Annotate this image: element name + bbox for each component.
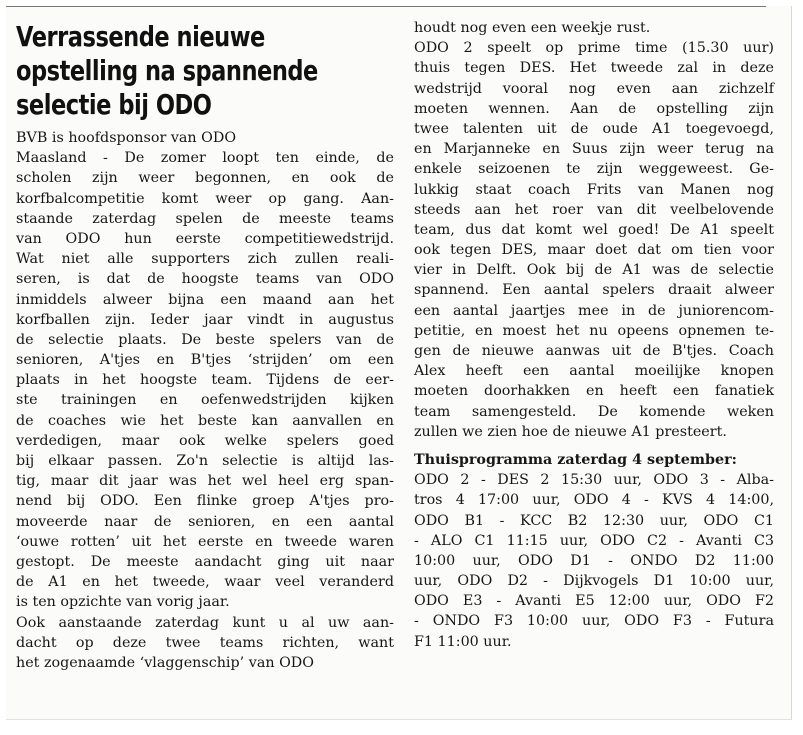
text-line: dacht op deze twee teams richten, want <box>16 634 394 651</box>
text-line: senioren, A'tjes en B'tjes ‘strijden’ om een <box>16 352 394 369</box>
top-rule <box>6 6 766 7</box>
text-line: gestopt. De meeste aandacht ging uit naar <box>16 553 394 570</box>
text-line: 10:00 uur, ODO D1 - ONDO D2 11:00 <box>414 552 774 569</box>
text-line: BVB is hoofdsponsor van ODO <box>16 130 237 146</box>
headline <box>16 20 394 130</box>
text-line: Ook aanstaande zaterdag kunt u al uw aan- <box>16 614 394 631</box>
text-line: ODO B1 - KCC B2 12:30 uur, ODO C1 <box>414 512 774 529</box>
text-line: spannend. Een aantal spelers draait alweer <box>414 282 774 299</box>
right-column-body <box>414 18 774 442</box>
text-line: seren, is dat de hoogste teams van ODO <box>16 271 394 288</box>
program-heading: Thuisprogramma zaterdag 4 september: <box>414 451 737 468</box>
text-line: korfballen zijn. Ieder jaar vindt in augustus <box>16 311 394 328</box>
text-line: ODO 2 - DES 2 15:30 uur, ODO 3 - Alba- <box>414 472 774 489</box>
text-line: de A1 en het tweede, waar veel veranderd <box>16 574 394 591</box>
headline-line: opstelling na spannende <box>16 55 318 87</box>
text-line: en Marjanneke en Suus zijn weer terug na <box>414 141 774 158</box>
text-line: tros 4 17:00 uur, ODO 4 - KVS 4 14:00, <box>414 492 774 509</box>
text-line: moeten wennen. Aan de opstelling zijn <box>414 100 774 117</box>
text-line: vier in Delft. Ook bij de A1 was de selectie <box>414 262 774 279</box>
right-column <box>414 20 774 652</box>
left-column <box>16 20 394 673</box>
text-line: twee talenten uit de oude A1 toegevoegd, <box>414 120 774 137</box>
text-line: nend bij ODO. Een flinke groep A'tjes pro- <box>16 493 394 510</box>
text-line: tig, maar dit jaar was het wel heel erg span- <box>16 473 394 490</box>
text-line: plaats in het hoogste team. Tijdens de eer- <box>16 372 394 389</box>
text-line: is ten opzichte van vorig jaar. <box>16 594 230 611</box>
text-line: team samengesteld. De komende weken <box>414 403 774 420</box>
text-line: steeds aan het roer van dit veelbelovende <box>414 201 774 218</box>
text-line: thuis tegen DES. Het tweede zal in deze <box>414 60 774 77</box>
headline-line: selectie bij ODO <box>16 89 212 121</box>
text-line: scholen zijn weer begonnen, en ook de <box>16 170 394 187</box>
text-line: ook tegen DES, maar doet dat om tien voor <box>414 242 774 259</box>
text-line: de coaches wie het beste kan aanvallen en <box>16 412 394 429</box>
text-line: team, dus dat komt wel goed! De A1 speelt <box>414 221 774 238</box>
headline-line: Verrassende nieuwe <box>16 21 265 53</box>
text-line: F1 11:00 uur. <box>414 633 512 650</box>
left-column-body <box>16 128 394 673</box>
text-line: staande zaterdag spelen de meeste teams <box>16 210 394 227</box>
text-line: ODO E3 - Avanti E5 12:00 uur, ODO F2 <box>414 593 774 610</box>
text-line: ODO 2 speelt op prime time (15.30 uur) <box>414 40 774 57</box>
text-line: moveerde naar de senioren, en een aantal <box>16 513 394 530</box>
text-line: uur, ODO D2 - Dijkvogels D1 10:00 uur, <box>414 573 774 590</box>
text-line: - ONDO F3 10:00 uur, ODO F3 - Futura <box>414 613 774 630</box>
text-line: moeten doorhakken en heeft een fanatiek <box>414 383 774 400</box>
text-line: petitie, en moest het nu opeens opnemen te- <box>414 322 774 339</box>
text-line: ste trainingen en oefenwedstrijden kijken <box>16 392 394 409</box>
text-line: wedstrijd vooral nog even aan zichzelf <box>414 80 774 97</box>
text-line: van ODO hun eerste competitiewedstrijd. <box>16 230 394 247</box>
text-line: zullen we zien hoe de nieuwe A1 presteert. <box>414 423 727 440</box>
text-line: Maasland - De zomer loopt ten einde, de <box>16 150 394 167</box>
text-line: houdt nog even een weekje rust. <box>414 20 651 36</box>
text-line: bij elkaar passen. Zo'n selectie is altijd las- <box>16 453 394 469</box>
text-line: een aantal jaartjes mee in de juniorencom- <box>414 302 774 319</box>
text-line: enkele seizoenen te zijn weggeweest. Ge- <box>414 161 774 178</box>
program-list <box>414 470 774 652</box>
text-line: Wat niet alle supporters zich zullen reali- <box>16 251 394 268</box>
text-line: verdedigen, maar ook welke spelers goed <box>16 432 394 449</box>
text-line: ‘ouwe rotten’ uit het eerste en tweede waren <box>16 533 394 550</box>
text-line: gen de nieuwe aanwas uit de B'tjes. Coach <box>414 343 774 359</box>
text-line: korfbalcompetitie komt weer op gang. Aan- <box>16 190 394 207</box>
text-line: het zogenaamde ‘vlaggenschip’ van ODO <box>16 654 314 671</box>
text-line: lukkig staat coach Frits van Manen nog <box>414 181 774 198</box>
text-line: de selectie plaats. De beste spelers van de <box>16 331 394 348</box>
text-line: - ALO C1 11:15 uur, ODO C2 - Avanti C3 <box>414 532 774 549</box>
text-line: Alex heeft een aantal moeilijke knopen <box>414 363 774 380</box>
text-line: inmiddels alweer bijna een maand aan het <box>16 291 394 308</box>
